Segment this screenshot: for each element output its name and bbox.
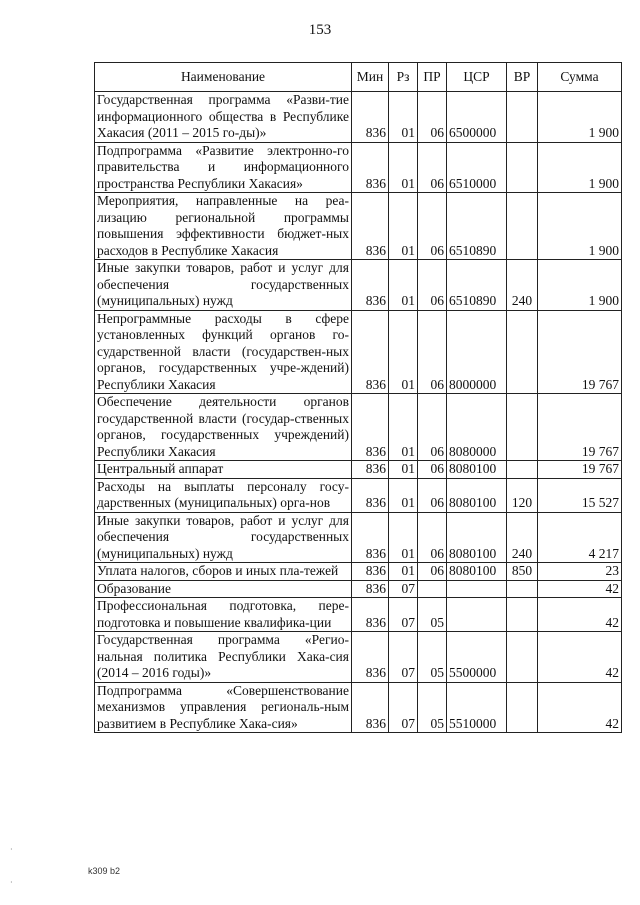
table-row bbox=[95, 142, 622, 193]
header-pr: ПР bbox=[418, 63, 447, 92]
cell-pr: 06 bbox=[418, 260, 447, 311]
cell-name: Подпрограмма «Развитие электронно-го правительства и информационного пространства Республики Хакасия» bbox=[95, 142, 352, 193]
margin-mark: · bbox=[10, 845, 13, 854]
cell-min: 836 bbox=[352, 310, 389, 394]
header-csr: ЦСР bbox=[447, 63, 507, 92]
cell-min: 836 bbox=[352, 563, 389, 581]
cell-sum: 19 767 bbox=[538, 461, 622, 479]
cell-vr bbox=[507, 394, 538, 461]
cell-pr: 06 bbox=[418, 478, 447, 512]
cell-pr: 06 bbox=[418, 92, 447, 143]
cell-min: 836 bbox=[352, 193, 389, 260]
cell-csr bbox=[447, 580, 507, 598]
cell-name: Государственная программа «Разви-тие информационного общества в Республике Хакасия (2011 – 2015 го-ды)» bbox=[95, 92, 352, 143]
cell-rz: 07 bbox=[389, 682, 418, 733]
cell-min: 836 bbox=[352, 512, 389, 563]
table-row bbox=[95, 478, 622, 512]
cell-vr: 850 bbox=[507, 563, 538, 581]
cell-csr: 5500000 bbox=[447, 632, 507, 683]
cell-rz: 01 bbox=[389, 563, 418, 581]
cell-name: Подпрограмма «Совершенствование механизмов управления региональ-ным развитием в Республике Хака-сия» bbox=[95, 682, 352, 733]
cell-name: Расходы на выплаты персоналу госу-дарственных (муниципальных) орга-нов bbox=[95, 478, 352, 512]
cell-name: Иные закупки товаров, работ и услуг для обеспечения государственных (муниципальных) нужд bbox=[95, 260, 352, 311]
cell-sum: 15 527 bbox=[538, 478, 622, 512]
cell-vr: 120 bbox=[507, 478, 538, 512]
cell-rz: 01 bbox=[389, 394, 418, 461]
cell-pr: 05 bbox=[418, 598, 447, 632]
cell-sum: 42 bbox=[538, 580, 622, 598]
cell-name: Государственная программа «Регио-нальная политика Республики Хака-сия (2014 – 2016 годы)» bbox=[95, 632, 352, 683]
cell-rz: 01 bbox=[389, 193, 418, 260]
cell-name: Профессиональная подготовка, пере-подготовка и повышение квалифика-ции bbox=[95, 598, 352, 632]
cell-vr bbox=[507, 682, 538, 733]
cell-csr: 8080000 bbox=[447, 394, 507, 461]
cell-min: 836 bbox=[352, 260, 389, 311]
cell-csr: 8080100 bbox=[447, 512, 507, 563]
table-row bbox=[95, 310, 622, 394]
cell-sum: 1 900 bbox=[538, 260, 622, 311]
table-row bbox=[95, 598, 622, 632]
margin-mark: · bbox=[10, 878, 13, 887]
footer-code: k309 b2 bbox=[88, 866, 121, 876]
cell-rz: 01 bbox=[389, 512, 418, 563]
cell-sum: 42 bbox=[538, 598, 622, 632]
cell-vr: 240 bbox=[507, 512, 538, 563]
cell-vr bbox=[507, 632, 538, 683]
cell-pr: 06 bbox=[418, 512, 447, 563]
cell-name: Центральный аппарат bbox=[95, 461, 352, 479]
table-row bbox=[95, 682, 622, 733]
cell-min: 836 bbox=[352, 632, 389, 683]
cell-min: 836 bbox=[352, 461, 389, 479]
cell-sum: 42 bbox=[538, 682, 622, 733]
cell-vr: 240 bbox=[507, 260, 538, 311]
cell-vr bbox=[507, 92, 538, 143]
table-row bbox=[95, 512, 622, 563]
cell-min: 836 bbox=[352, 142, 389, 193]
table-row bbox=[95, 461, 622, 479]
cell-vr bbox=[507, 310, 538, 394]
cell-pr: 06 bbox=[418, 310, 447, 394]
cell-csr: 6510890 bbox=[447, 260, 507, 311]
cell-pr: 06 bbox=[418, 193, 447, 260]
cell-name: Образование bbox=[95, 580, 352, 598]
cell-min: 836 bbox=[352, 478, 389, 512]
cell-name: Мероприятия, направленные на реа-лизацию региональной программы повышения эффективности бюджет-ных расходов в Республике Хакасия bbox=[95, 193, 352, 260]
cell-vr bbox=[507, 598, 538, 632]
cell-name: Непрограммные расходы в сфере установленных функций органов го-сударственной власти (государствен-ных органов, государственных учре-ждений) Республики Хакасия bbox=[95, 310, 352, 394]
cell-vr bbox=[507, 142, 538, 193]
cell-sum: 19 767 bbox=[538, 394, 622, 461]
cell-pr: 06 bbox=[418, 394, 447, 461]
cell-min: 836 bbox=[352, 682, 389, 733]
cell-csr: 6510000 bbox=[447, 142, 507, 193]
cell-sum: 1 900 bbox=[538, 142, 622, 193]
cell-csr: 5510000 bbox=[447, 682, 507, 733]
cell-csr: 6510890 bbox=[447, 193, 507, 260]
table-row bbox=[95, 260, 622, 311]
cell-rz: 01 bbox=[389, 478, 418, 512]
cell-pr: 06 bbox=[418, 142, 447, 193]
table-row bbox=[95, 632, 622, 683]
table-row bbox=[95, 580, 622, 598]
cell-sum: 1 900 bbox=[538, 92, 622, 143]
cell-vr bbox=[507, 461, 538, 479]
cell-min: 836 bbox=[352, 394, 389, 461]
cell-rz: 07 bbox=[389, 580, 418, 598]
cell-rz: 07 bbox=[389, 598, 418, 632]
cell-pr: 05 bbox=[418, 682, 447, 733]
cell-sum: 19 767 bbox=[538, 310, 622, 394]
cell-csr: 8080100 bbox=[447, 563, 507, 581]
header-rz: Рз bbox=[389, 63, 418, 92]
cell-rz: 01 bbox=[389, 92, 418, 143]
cell-rz: 01 bbox=[389, 461, 418, 479]
cell-pr: 06 bbox=[418, 563, 447, 581]
cell-sum: 4 217 bbox=[538, 512, 622, 563]
cell-rz: 01 bbox=[389, 260, 418, 311]
cell-pr bbox=[418, 580, 447, 598]
table-row bbox=[95, 394, 622, 461]
header-sum: Сумма bbox=[538, 63, 622, 92]
cell-rz: 01 bbox=[389, 310, 418, 394]
cell-csr: 8080100 bbox=[447, 461, 507, 479]
cell-csr: 6500000 bbox=[447, 92, 507, 143]
cell-vr bbox=[507, 580, 538, 598]
table-row bbox=[95, 92, 622, 143]
table-header-row bbox=[95, 63, 622, 92]
cell-sum: 42 bbox=[538, 632, 622, 683]
cell-min: 836 bbox=[352, 580, 389, 598]
cell-name: Иные закупки товаров, работ и услуг для обеспечения государственных (муниципальных) нужд bbox=[95, 512, 352, 563]
cell-sum: 23 bbox=[538, 563, 622, 581]
cell-rz: 07 bbox=[389, 632, 418, 683]
page-number: 153 bbox=[308, 22, 332, 38]
table-body bbox=[95, 92, 622, 733]
table-row bbox=[95, 563, 622, 581]
header-min: Мин bbox=[352, 63, 389, 92]
cell-sum: 1 900 bbox=[538, 193, 622, 260]
header-vr: ВР bbox=[507, 63, 538, 92]
header-name: Наименование bbox=[95, 63, 352, 92]
budget-table bbox=[94, 62, 622, 733]
cell-rz: 01 bbox=[389, 142, 418, 193]
cell-csr: 8080100 bbox=[447, 478, 507, 512]
cell-name: Уплата налогов, сборов и иных пла-тежей bbox=[95, 563, 352, 581]
cell-min: 836 bbox=[352, 92, 389, 143]
cell-name: Обеспечение деятельности органов государственной власти (государ-ственных органов, государственных учреждений) Республики Хакасия bbox=[95, 394, 352, 461]
cell-min: 836 bbox=[352, 598, 389, 632]
cell-csr bbox=[447, 598, 507, 632]
cell-pr: 05 bbox=[418, 632, 447, 683]
cell-vr bbox=[507, 193, 538, 260]
table-row bbox=[95, 193, 622, 260]
cell-pr: 06 bbox=[418, 461, 447, 479]
cell-csr: 8000000 bbox=[447, 310, 507, 394]
